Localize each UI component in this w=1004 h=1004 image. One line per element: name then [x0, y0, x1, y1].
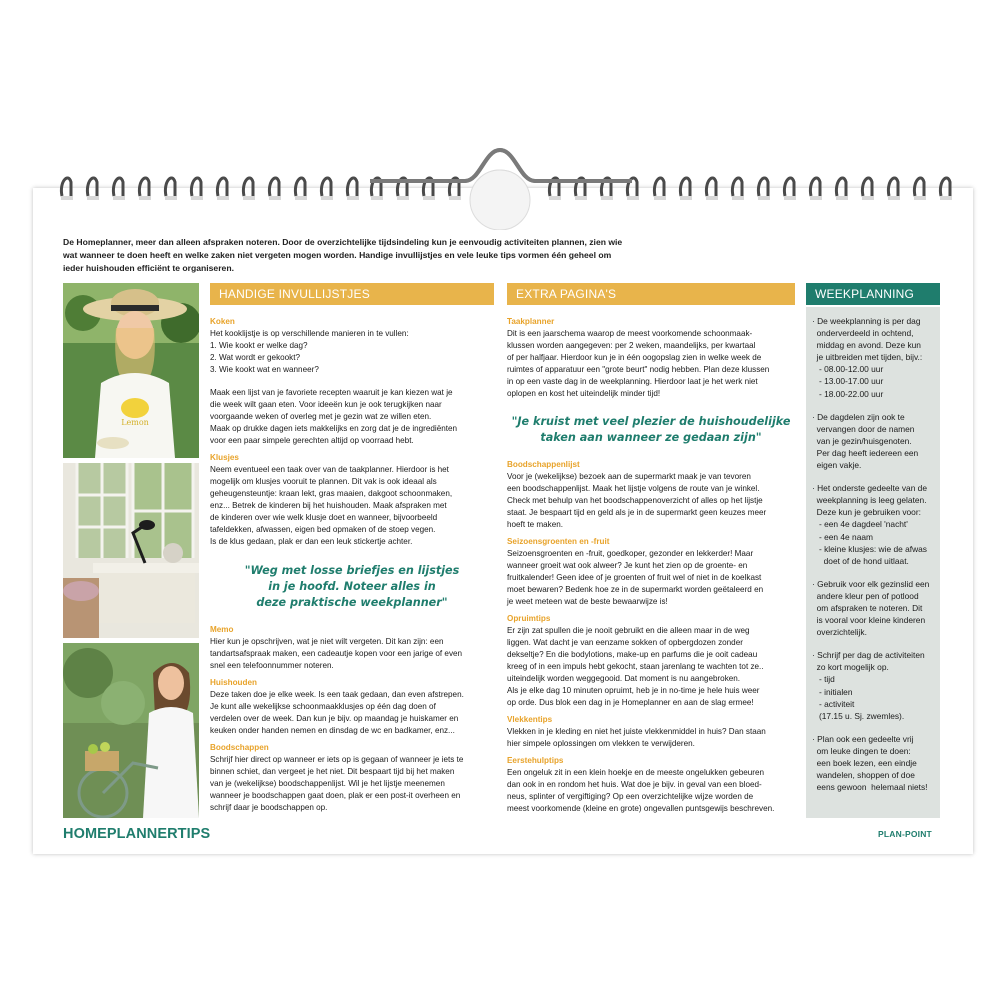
section-title-klusjes: Klusjes — [210, 452, 239, 462]
text-line: Neem eventueel een taak over van de taakplanner. Hierdoor is het — [210, 464, 449, 474]
text-line: · De weekplanning is per dag — [812, 316, 921, 326]
photo-woman-bicycle — [63, 643, 199, 818]
text-line: kreeg of in een impuls hebt gekocht, staan jarenlang te wachten tot ze.. — [507, 662, 764, 672]
text-line: om afspraken te noteren. Dit — [812, 602, 923, 613]
text-line: (17.15 u. Sj. zwemles). — [812, 710, 905, 721]
text-line: Je kunt alle wekelijkse schoonmaakklusjes op één dag doen of — [210, 702, 436, 712]
text-line: voorgaande weken of overleg met je gezin wat ze willen eten. — [210, 411, 432, 421]
text-line: je uitbreiden met tijden, bijv.: — [812, 352, 923, 363]
text-line: fruitkalender! Geen idee of je groenten of fruit wel of niet in de koelkast — [507, 573, 762, 583]
quote-line: in je hoofd. Noteer alles in — [268, 579, 436, 593]
text-line: vervangen door de namen — [812, 423, 915, 434]
section-title-boodschappenlijst: Boodschappenlijst — [507, 460, 580, 470]
weekplanning-panel — [806, 307, 940, 818]
text-line: de kinderen over wie welk klusje doet en wanneer, bijvoorbeeld — [210, 512, 438, 522]
text-line: 2. Wat wordt er gekookt? — [210, 352, 301, 362]
text-line: - 18.00-22.00 uur — [812, 388, 884, 399]
section-title-huishouden: Huishouden — [210, 678, 257, 688]
header-weekplanning: WEEKPLANNING — [806, 283, 940, 305]
text-line: · Gebruik voor elk gezinslid een — [812, 578, 930, 589]
section-title-vlekkentips: Vlekkentips — [507, 715, 553, 725]
quote-line: "Je kruist met veel plezier de huishoudelijke — [511, 414, 791, 428]
text-line: in op een vaste dag in de weekplanning. Hierdoor laat je het werk niet — [507, 376, 758, 386]
text-line: - een 4e dagdeel 'nacht' — [812, 519, 908, 530]
quote-je-kruist-met-plezier — [507, 414, 795, 446]
text-line: Maak op drukke dagen iets makkelijks en zorg dat je de ingrediënten — [210, 423, 458, 433]
text-line: dekseltje? En die bodylotions, make-up en parfums die je ooit cadeau — [507, 650, 758, 660]
text-line: Dit is een jaarschema waarop de meest voorkomende schoonmaak- — [507, 328, 753, 338]
text-line: - tijd — [812, 674, 835, 685]
text-line: onderverdeeld in ochtend, — [812, 328, 914, 339]
text-line: enz... Betrek de kinderen bij het huishouden. Maak afspraken met — [210, 500, 447, 510]
text-line: - kleine klusjes: wie de afwas — [812, 543, 927, 554]
text-line: om leuke dingen te doen: — [812, 745, 911, 756]
intro-line: wat wanneer te doen heeft en welke zaken niet vergeten mogen worden. Handige invullijstjes en vele leuke tips vormen één geheel om — [63, 249, 612, 260]
text-line: liggen. Wat dacht je van eenzame sokken of opbergdozen zonder — [507, 638, 743, 648]
text-line: of per halfjaar. Hierdoor kun je in één oogopslag zien in welke week de — [507, 352, 762, 362]
text-line: Er zijn zat spullen die je nooit gebruikt en die alleen maar in de weg — [507, 626, 750, 636]
text-line: - initialen — [812, 686, 853, 697]
intro-line: ieder huishouden efficiënt te organiseren. — [63, 262, 234, 273]
text-line: op orde. Dus blok een dag in je Homeplanner en aan de slag ermee! — [507, 698, 754, 708]
text-line: Per dag heeft iedereen een — [812, 447, 919, 458]
text-line: is vooral voor kleine kinderen — [812, 615, 926, 626]
text-line: Als je elke dag 10 minuten opruimt, heb je in no-time je hele huis weer — [507, 686, 760, 696]
column-invullijstjes — [210, 316, 494, 814]
text-line: verdelen over de week. Dan kun je bijv. op maandag je huiskamer en — [210, 714, 459, 724]
text-line: een boek lezen, een eindje — [812, 758, 917, 768]
footer-title: HOMEPLANNERTIPS — [63, 826, 211, 842]
text-line: die week wilt gaan eten. Voor ideeën kun je ook terugkijken naar — [210, 399, 442, 409]
quote-line: taken aan wanneer ze gedaan zijn" — [540, 431, 762, 445]
plan-point-logo: PLAN-POINT — [878, 829, 932, 839]
text-line: hier simpele oplossingen om vlekken te verwijderen. — [507, 739, 695, 749]
section-title-memo: Memo — [210, 625, 234, 635]
text-line: hoeft te maken. — [507, 520, 564, 530]
text-line: oplopen en kost het uiteindelijk minder tijd! — [507, 388, 661, 398]
text-line: wanneer groeit wat ook alweer? Je kunt het zien op de groente- en — [507, 561, 748, 571]
text-line: - activiteit — [812, 698, 855, 709]
text-line: voor een paar simpele gerechten altijd op voorraad hebt. — [210, 435, 414, 445]
text-line: een boodschappenlijst. Maak het lijstje volgens de route van je winkel. — [507, 484, 760, 494]
text-line: middag en avond. Deze kun — [812, 340, 921, 351]
text-line: tafeldekken, afwassen, eigen bed opmaken of de stoep vegen. — [210, 524, 436, 534]
text-line: dan ook in en rondom het huis. Wat doe je bijv. in geval van een bloed- — [507, 779, 762, 789]
intro-text — [63, 236, 663, 275]
text-line: · Schrijf per dag de activiteiten — [812, 650, 925, 661]
text-line: uiteindelijk worden weggegooid. Dat moment is nu aangebroken. — [507, 674, 741, 684]
text-line: - 13.00-17.00 uur — [812, 376, 884, 387]
text-line: Het kooklijstje is op verschillende manieren in te vullen: — [210, 328, 409, 338]
text-line: eens gewoon helemaal niets! — [812, 782, 928, 793]
text-line: eigen vakje. — [812, 460, 862, 471]
text-line: overzichtelijk. — [812, 627, 867, 638]
photo-desk-interior — [63, 463, 199, 638]
header-extra-paginas: EXTRA PAGINA'S — [507, 283, 795, 305]
text-line: neus, splinter of vergiftiging? Op een overzichtelijke wijze worden de — [507, 791, 754, 801]
text-line: mogelijk om klusjes vooruit te plannen. Dit vak is ook ideaal als — [210, 476, 437, 486]
text-line: - een 4e naam — [812, 531, 873, 542]
quote-line: "Weg met losse briefjes en lijstjes — [244, 563, 460, 577]
text-line: geheugensteuntje: kraan lekt, gras maaien, dakgoot schoonmaken, — [210, 488, 453, 498]
text-line: meest voorkomende (kleine en grote) ongevallen puntsgewijs beschreven. — [507, 803, 775, 813]
text-line: ruimtes of apparatuur een "grote beurt" nodig hebben. Plan deze klussen — [507, 364, 770, 374]
text-line: Vlekken in je kleding en niet het juiste vlekkenmiddel in huis? Dan staan — [507, 727, 766, 737]
text-line: Deze kun je gebruiken voor: — [812, 507, 921, 518]
text-line: Een ongeluk zit in een klein hoekje en de meeste ongelukken gebeuren — [507, 767, 765, 777]
text-line: van je gezin/huisgenoten. — [812, 435, 912, 446]
text-line: Is de klus gedaan, plak er dan een leuk stickertje achter. — [210, 536, 413, 546]
text-line: wanneer je boodschappen gaat doen, plak er een post-it overheen en — [210, 791, 461, 801]
section-title-opruimtips: Opruimtips — [507, 614, 551, 624]
quote-line: deze praktische weekplanner" — [256, 596, 448, 610]
text-line: keuken onder handen nemen en dinsdag de wc en badkamer, enz... — [210, 726, 455, 736]
section-title-koken: Koken — [210, 317, 235, 326]
text-line: klussen worden aangegeven: per 2 weken, maandelijks, per kwartaal — [507, 340, 756, 350]
text-line: Maak een lijst van je favoriete recepten waaruit je kan kiezen wat je — [210, 387, 453, 397]
text-line: moet bewaren? Bedenk hoe ze in de supermarkt worden geëtaleerd en — [507, 585, 764, 595]
section-title-eerstehulptips: Eerstehulptips — [507, 756, 564, 765]
text-line: · Plan ook een gedeelte vrij — [812, 733, 914, 744]
photo-woman-hat — [63, 283, 199, 458]
text-line: · De dagdelen zijn ook te — [812, 411, 905, 422]
quote-weg-met-losse-briefjes — [210, 563, 494, 612]
text-line: 3. Wie kookt wat en wanneer? — [210, 364, 319, 374]
svg-text:Lemon: Lemon — [121, 418, 149, 427]
text-line: Schrijf hier direct op wanneer er iets op is gegaan of wanneer je iets te — [210, 755, 464, 765]
text-line: - 08.00-12.00 uur — [812, 364, 884, 375]
text-line: je weet meteen wat de beste bewaarwijze is! — [507, 597, 668, 607]
text-line: wandelen, shoppen of doe — [812, 770, 915, 781]
text-line: Voor je (wekelijkse) bezoek aan de supermarkt maak je van tevoren — [507, 472, 751, 482]
text-line: binnen schiet, dan vergeet je het niet. Dit bespaart tijd bij het maken — [210, 767, 455, 777]
section-title-taakplanner: Taakplanner — [507, 317, 555, 326]
section-title-seizoensgroenten: Seizoensgroenten en -fruit — [507, 537, 610, 547]
text-line: 1. Wie kookt er welke dag? — [210, 340, 308, 350]
text-line: doet of de hond uitlaat. — [812, 555, 909, 566]
text-line: · Het onderste gedeelte van de — [812, 483, 928, 494]
text-line: tandartsafspraak maken, een cadeautje kopen voor een jarige of even — [210, 649, 463, 659]
text-line: schrijf daar je boodschappen op. — [210, 803, 328, 813]
text-line: Deze taken doe je elke week. Is een taak gedaan, dan even afstrepen. — [210, 690, 464, 700]
text-line: Hier kun je opschrijven, wat je niet wilt vergeten. Dit kan zijn: een — [210, 637, 444, 647]
text-line: staat. Je bespaart tijd en geld als je in de supermarkt geen keuzes meer — [507, 508, 767, 518]
header-handige-invullijstjes: HANDIGE INVULLIJSTJES — [210, 283, 494, 305]
text-line: Check met behulp van het boodschappenoverzicht of alles op het lijstje — [507, 496, 763, 506]
text-line: van je (wekelijkse) boodschappenlijst. Wil je het lijstje meenemen — [210, 779, 445, 789]
text-line: zo kort mogelijk op. — [812, 662, 889, 673]
column-extra-paginas — [507, 316, 795, 815]
text-line: andere kleur pen of potlood — [812, 590, 919, 601]
section-title-boodschappen: Boodschappen — [210, 743, 269, 753]
text-line: Seizoensgroenten en -fruit, goedkoper, gezonder en lekkerder! Maar — [507, 549, 754, 559]
text-line: snel een telefoonnummer noteren. — [210, 661, 334, 671]
text-line: weekplanning is leeg gelaten. — [812, 495, 927, 506]
intro-line: De Homeplanner, meer dan alleen afspraken noteren. Door de overzichtelijke tijdsindeling kun je eenvoudig activiteiten plannen, zien wie — [63, 237, 623, 247]
